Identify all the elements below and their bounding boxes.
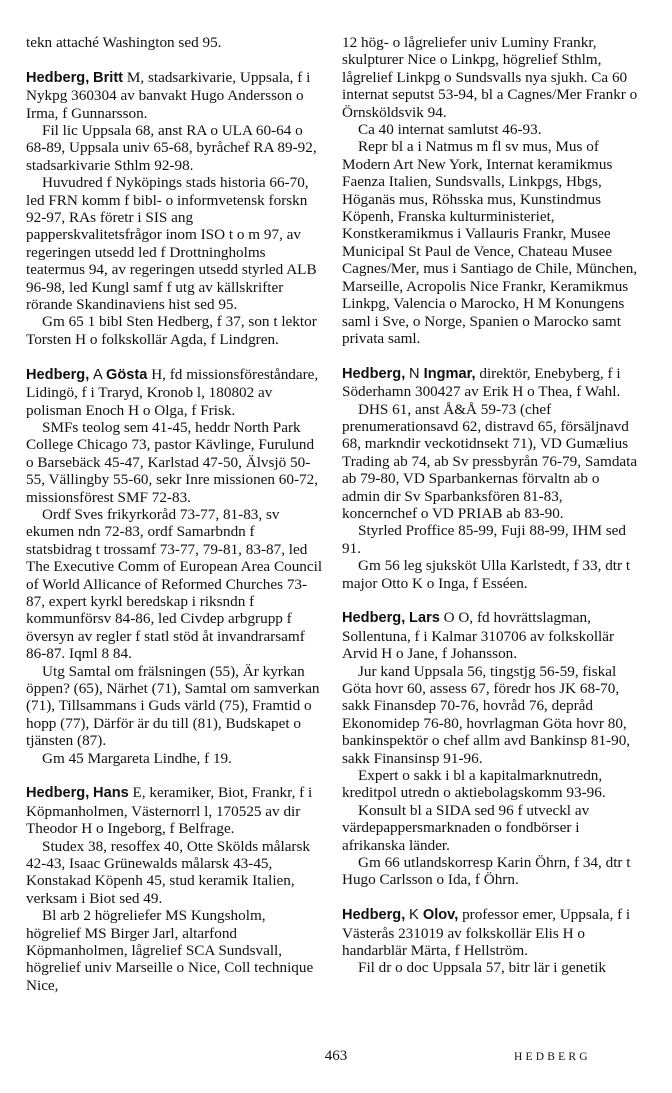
entry-paragraph: Fil lic Uppsala 68, anst RA o ULA 60-64 o 68-89, Uppsala univ 65-68, byråchef RA 89-92, stadsarkivarie Sthlm 92-98. — [26, 122, 317, 174]
entry-given-name: Lars — [409, 610, 440, 627]
entry-head-text: professor emer, Uppsala, f i Västerås 231019 av folkskollär Elis H o handarblär Märta, f Hellström. — [342, 906, 631, 960]
entry-head-text: E, keramiker, Biot, Frankr, f i Köpmanholmen, Västernorrl l, 170525 av dir Theodor H o Ingeborg, f Belfrage. — [26, 784, 313, 838]
entry-surname: Hedberg, — [26, 785, 90, 802]
entry-given-name: Ingmar, — [423, 365, 476, 382]
entry-heading — [26, 784, 324, 837]
carryover-text: tekn attaché Washington sed 95. — [26, 34, 222, 51]
entry-surname: Hedberg, — [26, 69, 90, 86]
entry-paragraph: Gm 66 utlandskorresp Karin Öhrn, f 34, dtr t Hugo Carlsson o Ida, f Öhrn. — [342, 854, 631, 889]
entry-paragraph: SMFs teolog sem 41-45, heddr North Park College Chicago 73, pastor Kävlinge, Furulund o Barsebäck 45-47, Karlstad 47-50, Älvsjö 50-55, Vällingby 55-60, sekr Inre missionen 60-72, missionsförest SMF 72-83. — [26, 418, 319, 506]
entry-paragraph: Huvudred f Nyköpings stads historia 66-70, led FRN komm f bibl- o informvetensk forskn 92-97, RAs företr i SIS ang papperskvalitetsfrågor inom ISO t o m 97, av regeringen utsedd led f Drottningholms teatermus 94, av regeringen utsedd styrled ALB 96-98, led Kungl samf f utg av källskrifter rörande Skandinaviens hist sed 95. — [26, 174, 317, 314]
left-column — [26, 34, 324, 1012]
entry-heading — [26, 69, 324, 122]
carryover-paragraph: Repr bl a i Natmus m fl sv mus, Mus of Modern Art New York, Internat keramikmus Faenza Italien, Sundsvalls, Linkpgs, Hbgs, Höganäs mus, Röhsska mus, Kunstindmus Köpenh, Franska kulturministeriet, Konstkeramikmus i Vallauris Frankr, Musee Municipal St Paul de Vence, Chateau Musee Cagnes/Mer, mus i Santiago de Chile, München, Marseille, Acropolis Nice Frankr, Keramikmus Linkpg, Valencia o Marocko, H M Konungens saml i Sve, o Norge, Spanien o Marocko samt privata saml. — [342, 138, 638, 347]
entry-paragraph: Gm 56 leg sjuksköt Ulla Karlstedt, f 33, dtr t major Otto K o Inga, f Esséen. — [342, 557, 631, 592]
entry-surname: Hedberg, — [342, 907, 406, 924]
running-head: HEDBERG — [514, 1051, 591, 1063]
entry-paragraph: Gm 45 Margareta Lindhe, f 19. — [42, 749, 232, 767]
entry-given-name: Hans — [93, 785, 129, 802]
entry-paragraph: Studex 38, resoffex 40, Otte Skölds målarsk 42-43, Isaac Grünewalds målarsk 43-45, Konstakad Köpenh 45, stud keramik Italien, verksam i Biot sed 49. — [26, 837, 310, 907]
entry-given-name: Gösta — [106, 366, 148, 383]
entry-paragraph: Konsult bl a SIDA sed 96 f utveckl av värdepappersmarknaden o fondbörser i afrikanska länder. — [342, 801, 590, 854]
entry-head-text: M, stadsarkivarie, Uppsala, f i Nykpg 360304 av banvakt Hugo Andersson o Irma, f Gunnarsson. — [26, 68, 311, 122]
carryover-paragraph: Ca 40 internat samlutst 46-93. — [358, 121, 542, 139]
entry-heading — [342, 365, 640, 401]
entry-heading — [342, 609, 640, 662]
entry-given-name: Britt — [93, 69, 124, 86]
entry-paragraph: Styrled Proffice 85-99, Fuji 88-99, IHM sed 91. — [342, 522, 627, 557]
entry-paragraph: Expert o sakk i bl a kapitalmarknutredn, kreditpol utredn o aktiebolagskomm 93-96. — [342, 767, 606, 802]
entry-surname: Hedberg, — [342, 610, 406, 627]
entry-paragraph: Ordf Sves frikyrkoråd 73-77, 81-83, sv ekumen ndn 72-83, ordf Samarbndn f statsbidrag t trossamf 73-77, 79-81, 83-87, led The Executive Comm of European Area Council of World Allicance of Reformed Churches 73-87, expert kyrkl beredskap i riksndn f kommunförsv 84-86, led Civdep arbgrupp f översyn av regler f statl stöd åt invandrarsamf 86-87. Iqml 8 84. — [26, 505, 323, 663]
entry-heading — [26, 366, 324, 419]
carryover-paragraph: 12 hög- o lågreliefer univ Luminy Frankr, skulpturer Nice o Linkpg, högrelief Sthlm, lågrelief Linkpg o Sundsvalls nya sjukh. Ca 60 internat seputst 53-94, bl a Cagnes/Mer Frankr o Örnsköldsvik 94. — [342, 34, 638, 121]
entry-paragraph: Gm 65 1 bibl Sten Hedberg, f 37, son t lektor Torsten H o folkskollär Agda, f Lindgren. — [26, 313, 317, 348]
entry-paragraph: Jur kand Uppsala 56, tingstjg 56-59, fiskal Göta hovr 60, assess 67, föredr hos JK 68-70, sakk Finansdep 70-76, hovråd 76, depråd Ekonomidep 76-80, hovrlagman Göta hovr 80, bankinspektör o chef allm avd Bankinsp 81-90, sakk Finansinsp 91-96. — [342, 662, 631, 767]
entry-lars-hedberg — [342, 609, 640, 889]
entry-paragraph: Fil dr o doc Uppsala 57, bitr lär i genetik — [358, 959, 607, 977]
entry-paragraph: Bl arb 2 högreliefer MS Kungsholm, högrelief MS Birger Jarl, altarfond Köpmanholmen, lågrelief SCA Sundsvall, högrelief univ Marseille o Nice, Coll technique Nice, — [26, 907, 314, 994]
entry-given-initial: K — [409, 907, 423, 924]
entry-given-name: Olov, — [422, 907, 459, 924]
entry-heading — [342, 906, 640, 959]
right-column — [342, 34, 640, 994]
entry-britt-hedberg — [26, 69, 324, 349]
entry-surname: Hedberg, — [26, 366, 90, 383]
entry-given-initial: N — [409, 365, 424, 382]
entry-gosta-hedberg — [26, 366, 324, 767]
entry-hans-hedberg — [26, 784, 324, 994]
entry-surname: Hedberg, — [342, 365, 406, 382]
entry-head-text: H, fd missionsföreståndare, Lidingö, f i Traryd, Kronob l, 180802 av polisman Enoch H o Olga, f Frisk. — [26, 365, 319, 419]
entry-head-text: O O, fd hovrättslagman, Sollentuna, f i Kalmar 310706 av folkskollär Arvid H o Jane, f Johansson. — [342, 609, 615, 663]
entry-head-text: direktör, Enebyberg, f i Söderhamn 300427 av Erik H o Thea, f Wahl. — [342, 364, 621, 401]
entry-ingmar-hedberg — [342, 365, 640, 592]
entry-given-initial: A — [93, 366, 107, 383]
page-number: 463 — [324, 1048, 348, 1064]
entry-paragraph: DHS 61, anst Å&Å 59-73 (chef prenumerationsavd 62, distravd 65, försäljnavd 68, markndir veckotidnsekt 71), VD Gumælius Trading ab 74, ab Sv pressbyrån 76-79, Samdata ab 79-80, VD Sparbankernas förvaltn ab o admin dir Sv Sparbanksfören 81-83, koncernchef o VD PRIAB ab 83-90. — [342, 400, 638, 522]
entry-paragraph: Utg Samtal om frälsningen (55), Är kyrkan öppen? (65), Närhet (71), Samtal om samverkan (71), Tillsammans i Guds värld (75), Framtid o hopp (77), Därför är du till (81), Budskapet o tjänsten (87). — [26, 662, 320, 750]
entry-olov-hedberg — [342, 906, 640, 977]
entry-hans-hedberg-continued — [342, 34, 640, 347]
